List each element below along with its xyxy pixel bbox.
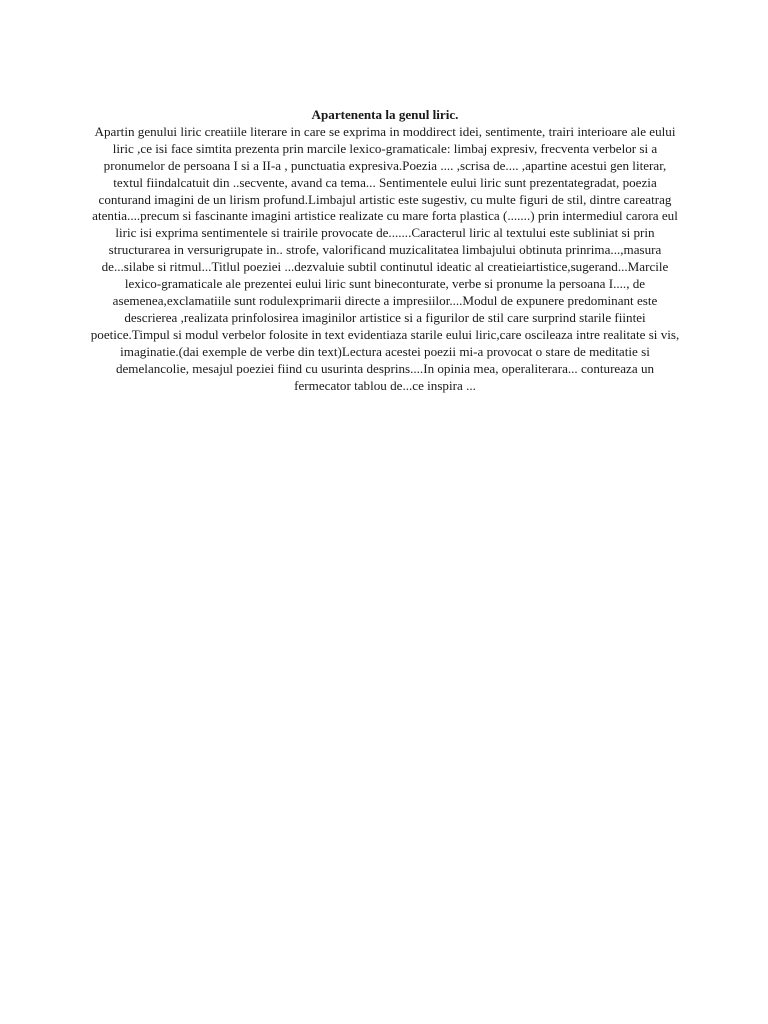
document-content	[90, 107, 680, 394]
document-title: Apartenenta la genul liric.	[311, 107, 459, 122]
document-body: Apartin genului liric creatiile literare in care se exprima in moddirect idei, sentimente, trairi interioare ale eului liric ,ce isi face simtita prezenta prin marcile lexico-gramaticale: limbaj expresiv, frecventa verbelor si a pronumelor de persoana I si a II-a , punctuatia expresiva.Poezia .... ,scrisa de.... ,apartine acestui gen literar, textul fiindalcatuit din ..secvente, avand ca tema... Sentimentele eului liric sunt prezentategradat, poezia conturand imagini de un lirism profund.Limbajul artistic este sugestiv, cu multe figuri de stil, dintre careatrag atentia....precum si fascinante imagini artistice realizate cu mare forta plastica (.......) prin intermediul carora eul liric isi exprima sentimentele si trairile provocate de.......Caracterul liric al textului este subliniat si prin structurarea in versurigrupate in.. strofe, valorificand muzicalitatea limbajului obtinuta prinrima...,masura de...silabe si ritmul...Titlul poeziei ...dezvaluie subtil continutul ideatic al creatieiartistice,sugerand...Marcile lexico-gramaticale ale prezentei eului liric sunt bineconturate, verbe si pronume la persoana I...., de asemenea,exclamatiile sunt rodulexprimarii directe a impresiilor....Modul de expunere predominant este descrierea ,realizata prinfolosirea imaginilor artistice si a figurilor de stil care surprind starile fiintei poetice.Timpul si modul verbelor folosite in text evidentiaza starile eului liric,care oscileaza intre realitate si vis, imaginatie.(dai exemple de verbe din text)Lectura acestei poezii mi-a provocat o stare de meditatie si demelancolie, mesajul poeziei fiind cu usurinta desprins....In opinia mea, operaliterara... contureaza un fermecator tablou de...ce inspira ...	[90, 123, 680, 393]
